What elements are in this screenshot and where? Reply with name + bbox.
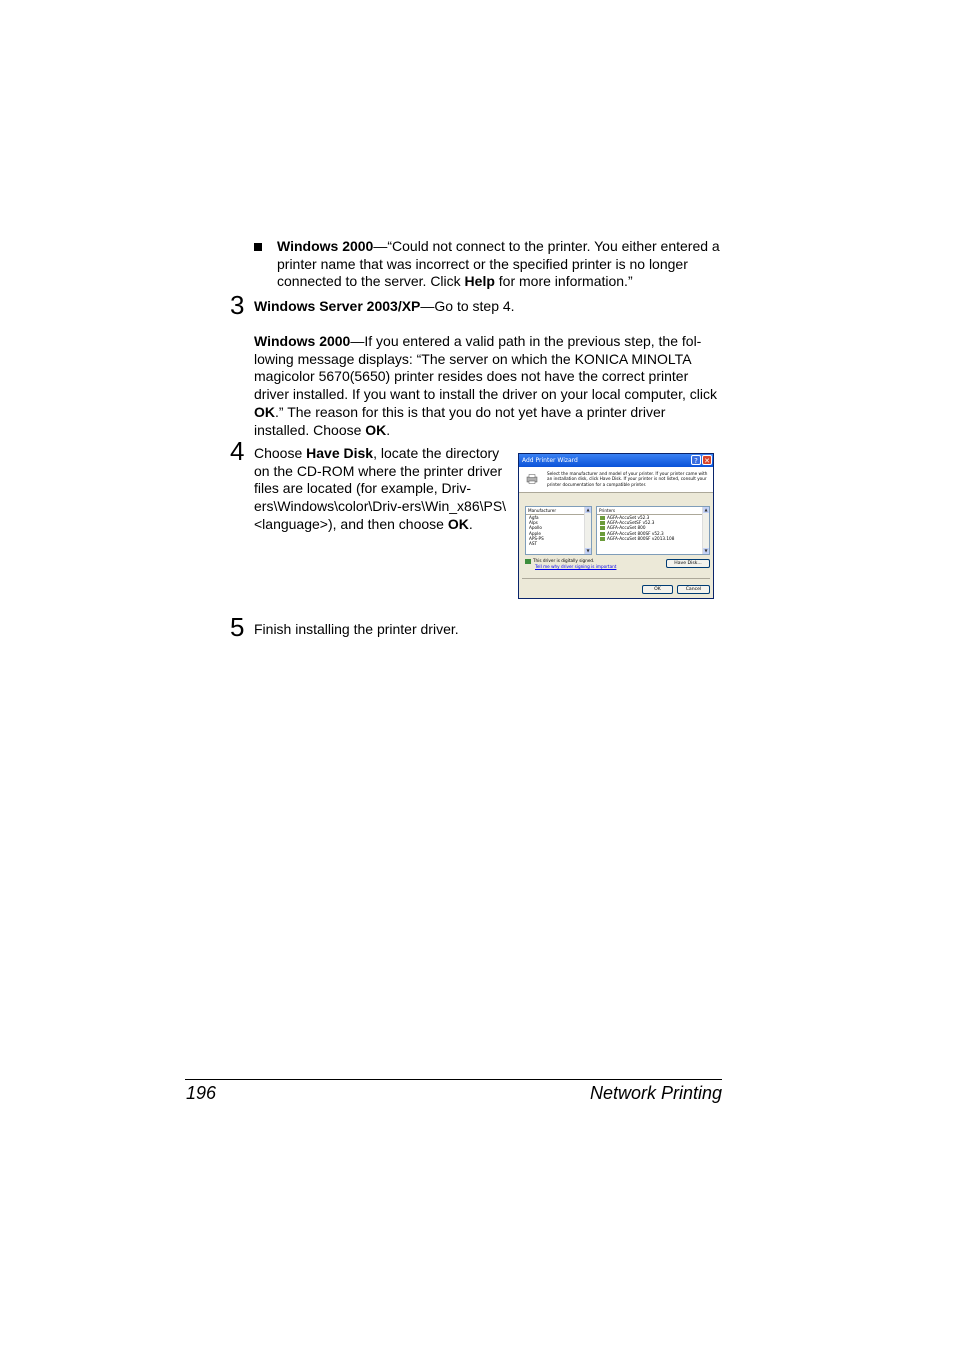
list-item[interactable]: APS-PS xyxy=(529,535,544,541)
step-3-os-2000: Windows 2000 xyxy=(254,333,351,349)
list-item[interactable]: Apple xyxy=(529,530,541,536)
bullet-text xyxy=(277,238,724,291)
dialog-divider xyxy=(522,578,710,579)
ok-button[interactable]: OK xyxy=(642,585,673,594)
step-4-paragraph xyxy=(254,445,508,534)
printer-name: AGFA-AccuSet 800SF v2013.108 xyxy=(607,535,675,541)
step-3-para-3: . xyxy=(386,421,391,438)
step-5-number: 5 xyxy=(230,612,245,642)
bullet-square-icon xyxy=(254,243,262,251)
printer-name: AGFA-AccuSetSF v52.3 xyxy=(607,520,655,526)
step-3-os: Windows Server 2003/XP xyxy=(254,298,421,314)
dialog-titlebar xyxy=(519,454,713,467)
step-3-line xyxy=(254,298,720,316)
printer-name: AGFA-AccuSet 800 xyxy=(607,525,646,531)
step-3-number: 3 xyxy=(230,290,245,320)
dialog-header xyxy=(519,467,713,493)
manufacturer-list[interactable] xyxy=(525,506,592,555)
add-printer-wizard-dialog xyxy=(518,453,714,599)
bullet-lead: Windows 2000 xyxy=(277,238,374,254)
footer-rule xyxy=(185,1079,722,1080)
ok-keyword-1: OK xyxy=(254,403,275,420)
step-3-rest: —Go to step 4. xyxy=(420,298,515,314)
signed-check-icon xyxy=(525,559,531,564)
printer-small-icon xyxy=(600,526,605,530)
manufacturer-scrollbar[interactable] xyxy=(584,507,591,554)
printer-name: AGFA-AccuSet v52.3 xyxy=(607,515,650,520)
cancel-button[interactable]: Cancel xyxy=(677,585,710,594)
help-icon[interactable]: ? xyxy=(691,455,701,465)
printer-icon xyxy=(526,474,538,484)
step-3-para-2: .” The reason for this is that you do not yet have a printer driver installed. Choose xyxy=(254,403,666,438)
help-keyword: Help xyxy=(464,273,495,290)
list-item[interactable]: Alps xyxy=(529,520,538,526)
printer-list[interactable] xyxy=(596,506,710,555)
driver-signed-info xyxy=(525,558,616,569)
step-3-paragraph xyxy=(254,333,720,439)
dialog-title: Add Printer Wizard xyxy=(522,457,578,464)
printer-small-icon xyxy=(600,537,605,541)
step-4-t2: , locate the directory on the CD-ROM where the printer driver files are located (for example, Driv-ers\Windows\color\Driv-ers\Win_x86\PS\<language>), and then choose xyxy=(254,445,507,532)
step-4-number: 4 xyxy=(230,436,245,466)
page-number: 196 xyxy=(186,1083,217,1103)
have-disk-button[interactable]: Have Disk... xyxy=(666,559,710,568)
list-item[interactable]: Agfa xyxy=(529,515,539,520)
scroll-down-icon[interactable]: ▼ xyxy=(704,548,708,553)
list-item[interactable]: Apollo xyxy=(529,525,542,531)
section-title: Network Printing xyxy=(589,1083,722,1103)
have-disk-keyword: Have Disk xyxy=(306,445,374,461)
ok-keyword-2: OK xyxy=(365,421,387,438)
driver-signing-link[interactable]: Tell me why driver signing is important xyxy=(535,563,617,569)
step-3-para-1: —If you entered a valid path in the previous step, the fol-lowing message displays: “The server on which the KONICA MINOLTA magicolor 5670(5650) printer resides does not have the correct printer driver installed. If you want to install the driver on your local computer, click xyxy=(254,333,717,403)
step-4-t1: Choose xyxy=(254,445,307,461)
step-5-text: Finish installing the printer driver. xyxy=(254,621,459,637)
printer-header: Printers xyxy=(597,507,709,515)
bullet-text-2: for more information.” xyxy=(494,273,633,290)
ok-keyword-3: OK xyxy=(447,515,469,532)
list-item[interactable]: AST xyxy=(529,541,538,547)
scroll-up-icon[interactable]: ▲ xyxy=(586,507,590,512)
dialog-header-text: Select the manufacturer and model of your printer. If your printer came with an installation disk, click Have Disk. If your printer is not listed, consult your printer documentation for a compatible printer. xyxy=(547,471,708,487)
scroll-down-icon[interactable]: ▼ xyxy=(586,548,590,553)
list-item[interactable] xyxy=(597,536,709,541)
printer-name: AGFA-AccuSet 800SF v52.3 xyxy=(607,530,664,536)
step-4-t3: . xyxy=(468,515,473,532)
close-icon[interactable]: ✕ xyxy=(702,455,712,465)
manufacturer-header: Manufacturer xyxy=(526,507,591,515)
printer-scrollbar[interactable] xyxy=(702,507,709,554)
scroll-up-icon[interactable]: ▲ xyxy=(704,507,708,512)
bullet-text-1: —“Could not connect to the printer. You either entered a printer name that was incorrect or the specified printer is no longer connected to the server. Click xyxy=(277,238,720,290)
signed-text: This driver is digitally signed. xyxy=(533,558,595,563)
